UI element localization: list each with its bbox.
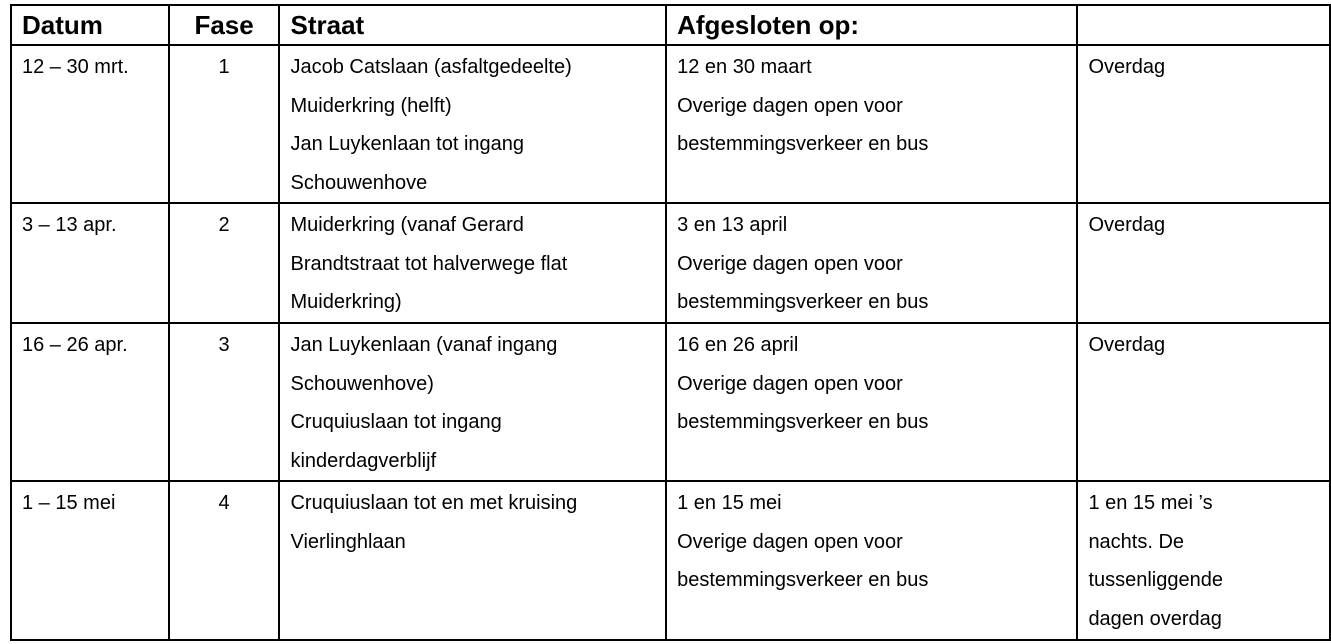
tijd-line: Overdag: [1088, 214, 1166, 236]
table-row: [11, 481, 1330, 640]
cell-datum: 12 – 30 mrt.: [11, 45, 169, 203]
cell-afgesloten: [666, 481, 1077, 640]
cell-fase: 3: [169, 323, 280, 481]
straat-line: Jan Luykenlaan (vanaf ingang: [290, 334, 558, 356]
cell-tijd: [1077, 323, 1330, 481]
tijd-line: Overdag: [1088, 56, 1166, 78]
tijd-line: nachts. De: [1088, 530, 1185, 553]
straat-line: Cruquiuslaan tot en met kruising: [290, 492, 578, 514]
afgesloten-line: bestemmingsverkeer en bus: [677, 569, 929, 591]
cell-fase: 1: [169, 45, 280, 203]
cell-fase: 2: [169, 203, 280, 323]
tijd-line: Overdag: [1088, 334, 1166, 356]
straat-line: Muiderkring (helft): [290, 94, 452, 117]
straat-line: kinderdagverblijf: [290, 449, 437, 472]
straat-line: Jacob Catslaan (asfaltgedeelte): [290, 56, 572, 78]
straat-line: Muiderkring): [290, 291, 402, 313]
header-datum: Datum: [11, 5, 169, 45]
afgesloten-line: Overige dagen open voor: [677, 252, 903, 275]
cell-afgesloten: [666, 323, 1077, 481]
straat-line: Brandtstraat tot halverwege flat: [290, 252, 568, 275]
cell-datum: 1 – 15 mei: [11, 481, 169, 640]
afgesloten-line: bestemmingsverkeer en bus: [677, 411, 929, 433]
header-straat: Straat: [279, 5, 666, 45]
header-afgesloten: Afgesloten op:: [666, 5, 1077, 45]
cell-afgesloten: [666, 45, 1077, 203]
afgesloten-line: 3 en 13 april: [677, 214, 788, 236]
straat-line: Jan Luykenlaan tot ingang: [290, 133, 524, 155]
cell-straat: [279, 203, 666, 323]
tijd-line: 1 en 15 mei ’s: [1088, 492, 1213, 514]
cell-afgesloten: [666, 203, 1077, 323]
afgesloten-line: bestemmingsverkeer en bus: [677, 291, 929, 313]
header-row: [11, 5, 1330, 45]
cell-tijd: [1077, 203, 1330, 323]
afgesloten-line: 12 en 30 maart: [677, 56, 812, 78]
closure-schedule-table: [10, 4, 1331, 641]
straat-line: Schouwenhove): [290, 372, 434, 395]
afgesloten-line: 16 en 26 april: [677, 334, 799, 356]
afgesloten-line: Overige dagen open voor: [677, 530, 903, 553]
straat-line: Schouwenhove: [290, 171, 428, 194]
straat-line: Vierlinghlaan: [290, 530, 406, 553]
table-row: [11, 45, 1330, 203]
tijd-line: dagen overdag: [1088, 607, 1222, 630]
cell-straat: [279, 481, 666, 640]
afgesloten-line: bestemmingsverkeer en bus: [677, 133, 929, 155]
afgesloten-line: Overige dagen open voor: [677, 372, 903, 395]
cell-fase: 4: [169, 481, 280, 640]
cell-tijd: [1077, 481, 1330, 640]
tijd-line: tussenliggende: [1088, 569, 1223, 591]
cell-datum: 3 – 13 apr.: [11, 203, 169, 323]
table-row: [11, 323, 1330, 481]
cell-datum: 16 – 26 apr.: [11, 323, 169, 481]
straat-line: Muiderkring (vanaf Gerard: [290, 214, 524, 236]
table-row: [11, 203, 1330, 323]
cell-tijd: [1077, 45, 1330, 203]
header-fase: Fase: [169, 5, 280, 45]
header-tijd: [1077, 5, 1330, 45]
straat-line: Cruquiuslaan tot ingang: [290, 411, 502, 433]
cell-straat: [279, 323, 666, 481]
afgesloten-line: 1 en 15 mei: [677, 492, 782, 514]
afgesloten-line: Overige dagen open voor: [677, 94, 903, 117]
cell-straat: [279, 45, 666, 203]
